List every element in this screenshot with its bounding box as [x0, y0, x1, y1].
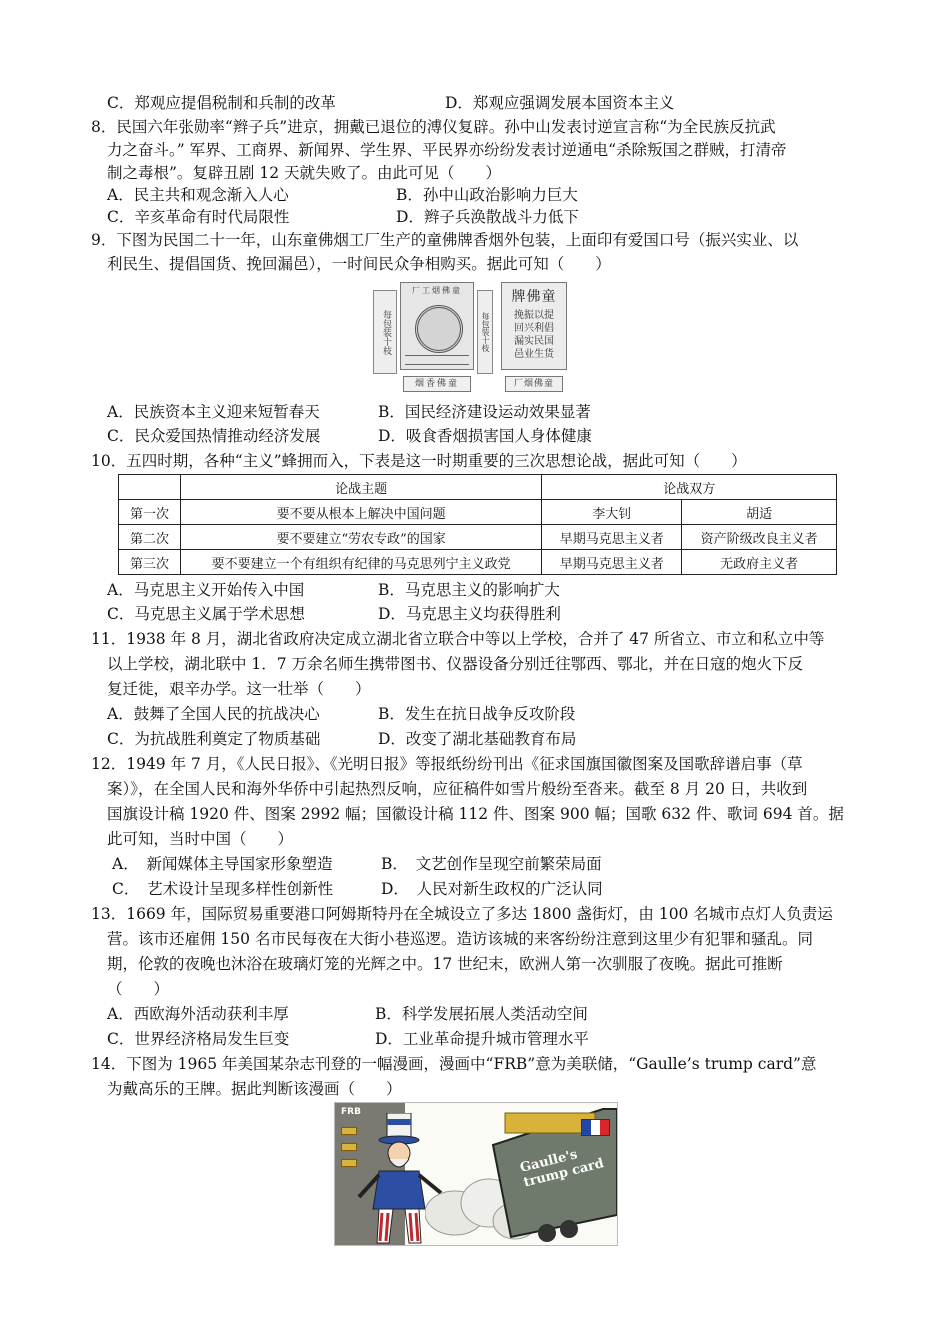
q10-option-d[interactable]: D．马克思主义均获得胜利 [378, 605, 561, 623]
q11-stem-line-3: 复迁徙，艰辛办学。这一壮举（ ） [107, 680, 371, 698]
q9-option-c[interactable]: C．民众爱国热情推动经济发展 [107, 427, 321, 445]
q9-option-a[interactable]: A．民族资本主义迎来短暂春天 [107, 403, 320, 421]
q11-option-a[interactable]: A．鼓舞了全国人民的抗战决心 [107, 705, 320, 723]
table-row [119, 525, 837, 550]
q12-option-d[interactable]: D． 人民对新生政权的广泛认同 [381, 880, 603, 898]
q8-stem-line-2: 力之奋斗。” 军界、工商界、新闻界、学生界、平民界亦纷纷发表讨逆通电“杀除叛国之群贼，打清帝 [107, 141, 787, 159]
row-side-b: 资产阶级改良主义者 [682, 525, 837, 550]
q12-option-a[interactable]: A． 新闻媒体主导国家形象塑造 [112, 855, 333, 873]
q13-stem-line-1: 13．1669 年，国际贸易重要港口阿姆斯特丹在全城设立了多达 1800 盏街灯，由 100 名城市点灯人负责运 [91, 905, 833, 923]
row-label: 第一次 [119, 500, 181, 525]
q8-option-c[interactable]: C．辛亥革命有时代局限性 [107, 208, 290, 226]
q13-stem-line-3: 期，伦敦的夜晚也沐浴在玻璃灯笼的光辉之中。17 世纪末，欧洲人第一次驯服了夜晚。据此可推断 [107, 955, 783, 973]
package-back-bottom: 厂烟佛童 [505, 376, 563, 392]
q7-option-c[interactable]: C．郑观应提倡税制和兵制的改革 [107, 94, 336, 112]
q9-option-d[interactable]: D．吸食香烟损害国人身体健康 [378, 427, 592, 445]
q12-option-c[interactable]: C． 艺术设计呈现多样性创新性 [112, 880, 334, 898]
q14-stem-line-1: 14．下图为 1965 年美国某杂志刊登的一幅漫画，漫画中“FRB”意为美联储，“Gaulle’s trump card”意 [91, 1055, 817, 1073]
row-side-a: 早期马克思主义者 [542, 550, 682, 575]
package-front-panel [400, 282, 474, 370]
package-back-slogan: 挽振以提 回兴利倡 漏实民国 邑业生货 [514, 310, 554, 360]
q13-option-d[interactable]: D．工业革命提升城市管理水平 [375, 1030, 589, 1048]
q11-stem-line-2: 以上学校，湖北联中 1．7 万余名师生携带图书、仪器设备分别迁往鄂西、鄂北，并在日寇的炮火下反 [107, 655, 804, 673]
q8-option-a[interactable]: A．民主共和观念渐入人心 [107, 186, 289, 204]
package-back-title: 牌佛童 [511, 289, 557, 305]
q9-stem-line-2: 利民生、提倡国货、挽回漏邑），一时间民众争相购买。据此可知（ ） [107, 255, 611, 273]
row-side-a: 李大钊 [542, 500, 682, 525]
q10-option-a[interactable]: A．马克思主义开始传入中国 [107, 581, 305, 599]
q12-stem-line-3: 国旗设计稿 1920 件、图案 2992 幅；国徽设计稿 112 件、图案 900 幅；国歌 632 件、歌词 694 首。据 [107, 805, 844, 823]
q7-option-d[interactable]: D．郑观应强调发展本国资本主义 [445, 94, 675, 112]
q14-stem-line-2: 为戴高乐的王牌。据此判断该漫画（ ） [107, 1080, 402, 1098]
package-side-right: 每包装十枝 [477, 290, 493, 374]
package-front-bottom: 烟香佛童 [403, 376, 471, 392]
debate-table [118, 474, 837, 575]
q13-stem-line-2: 营。该市还雇佣 150 名市民每夜在大街小巷巡逻。造访该城的来客纷纷注意到这里少有犯罪和骚乱。同 [107, 930, 813, 948]
q13-stem-line-4: （ ） [107, 980, 170, 998]
q12-stem-line-2: 案）》，在全国人民和海外华侨中引起热烈反响，应征稿件如雪片般纷至沓来。截至 8 月 20 日，共收到 [107, 780, 808, 798]
package-side-left: 每包装十枝 [373, 290, 397, 374]
header-sides: 论战双方 [542, 475, 837, 500]
q11-option-c[interactable]: C．为抗战胜利奠定了物质基础 [107, 730, 321, 748]
q8-stem-line-1: 8．民国六年张勋率“辫子兵”进京，拥戴已退位的溥仪复辟。孙中山发表讨逆宣言称“为全民族反抗武 [91, 118, 776, 136]
cartoon-figure [334, 1102, 618, 1246]
row-topic: 要不要建立“劳农专政”的国家 [180, 525, 541, 550]
truck-label: Gaulle's trump card [518, 1147, 606, 1191]
row-side-b: 无政府主义者 [682, 550, 837, 575]
row-label: 第二次 [119, 525, 181, 550]
package-back-panel [501, 282, 567, 370]
french-flag-icon [581, 1119, 610, 1136]
row-side-a: 早期马克思主义者 [542, 525, 682, 550]
q10-stem: 10．五四时期，各种“主义”蜂拥而入，下表是这一时期重要的三次思想论战，据此可知（ ） [91, 452, 747, 470]
frb-label: FRB [341, 1107, 361, 1117]
table-row [119, 550, 837, 575]
q9-stem-line-1: 9．下图为民国二十一年，山东童佛烟工厂生产的童佛牌香烟外包装，上面印有爱国口号（振兴实业、以 [91, 231, 799, 249]
package-seal-emblem [415, 305, 463, 353]
q8-option-d[interactable]: D．辫子兵涣散战斗力低下 [396, 208, 579, 226]
q8-stem-line-3: 制之毒根”。复辟丑剧 12 天就失败了。由此可见（ ） [107, 164, 502, 182]
q12-stem-line-1: 12．1949 年 7 月，《人民日报》、《光明日报》等报纸纷纷刊出《征求国旗国徽图案及国歌辞谱启事（草 [91, 755, 803, 773]
q11-option-d[interactable]: D．改变了湖北基础教育布局 [378, 730, 577, 748]
row-topic: 要不要从根本上解决中国问题 [180, 500, 541, 525]
cigarette-package-figure [373, 278, 573, 396]
package-front-top-text: 厂工烟佛童 [412, 286, 462, 295]
q10-option-c[interactable]: C．马克思主义属于学术思想 [107, 605, 305, 623]
q10-option-b[interactable]: B．马克思主义的影响扩大 [378, 581, 560, 599]
q11-stem-line-1: 11．1938 年 8 月，湖北省政府决定成立湖北省立联合中等以上学校，合并了 47 所省立、市立和私立中等 [91, 630, 825, 648]
q12-option-b[interactable]: B． 文艺创作呈现空前繁荣局面 [381, 855, 602, 873]
table-row [119, 500, 837, 525]
q11-option-b[interactable]: B．发生在抗日战争反攻阶段 [378, 705, 576, 723]
row-topic: 要不要建立一个有组织有纪律的马克思列宁主义政党 [180, 550, 541, 575]
q9-option-b[interactable]: B．国民经济建设运动效果显著 [378, 403, 591, 421]
row-label: 第三次 [119, 550, 181, 575]
header-topic: 论战主题 [180, 475, 541, 500]
q13-option-c[interactable]: C．世界经济格局发生巨变 [107, 1030, 290, 1048]
row-side-b: 胡适 [682, 500, 837, 525]
q13-option-a[interactable]: A．西欧海外活动获利丰厚 [107, 1005, 289, 1023]
q8-option-b[interactable]: B．孙中山政治影响力巨大 [396, 186, 578, 204]
table-header-row [119, 475, 837, 500]
q13-option-b[interactable]: B．科学发展拓展人类活动空间 [375, 1005, 588, 1023]
q12-stem-line-4: 此可知，当时中国（ ） [107, 830, 294, 848]
